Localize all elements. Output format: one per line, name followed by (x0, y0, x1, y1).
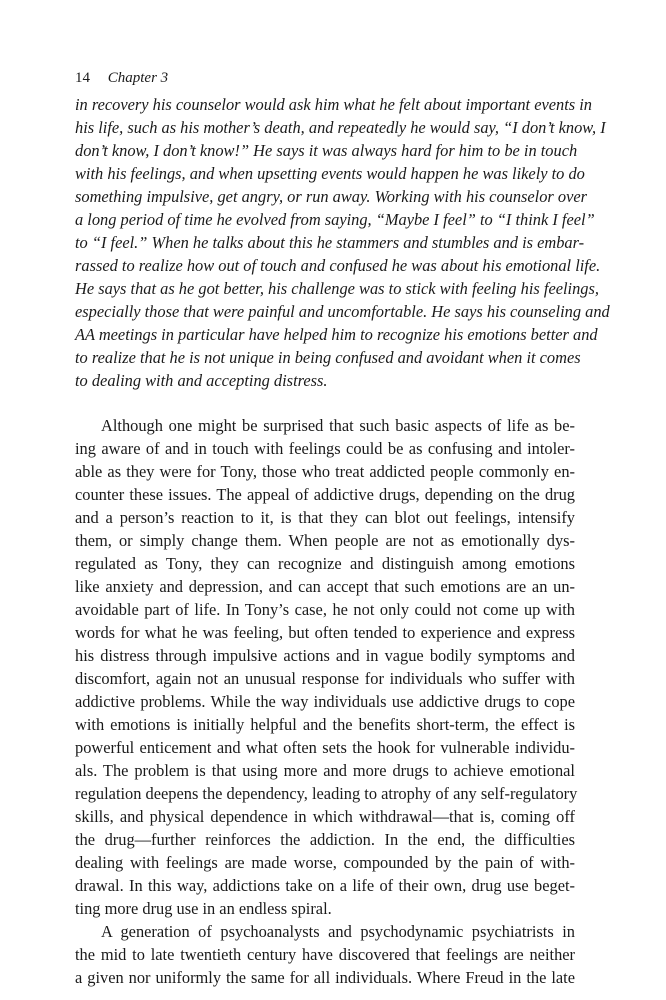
vignette-line: AA meetings in particular have helped him to recognize his emotions better and (75, 325, 598, 344)
vignette-line: with his feelings, and when upsetting events would happen he was likely to do (75, 164, 585, 183)
body-line: ting more drug use in an endless spiral. (75, 899, 332, 918)
body-line: powerful enticement and what often sets the hook for vulnerable individu- (75, 738, 575, 757)
vignette-line: He says that as he got better, his challenge was to stick with feeling his feelings, (75, 279, 599, 298)
body-line: them, or simply change them. When people are not as emotionally dys- (75, 531, 575, 550)
body-line: drawal. In this way, addictions take on a life of their own, drug use beget- (75, 876, 575, 895)
body-line: able as they were for Tony, those who treat addicted people commonly en- (75, 462, 575, 481)
vignette-line: rassed to realize how out of touch and confused he was about his emotional life. (75, 256, 601, 275)
body-line: words for what he was feeling, but often tended to experience and express (75, 623, 575, 642)
vignette-line: to “I feel.” When he talks about this he stammers and stumbles and is embar- (75, 233, 585, 252)
body-line: the drug—further reinforces the addiction. In the end, the difficulties (75, 830, 575, 849)
vignette-line: to dealing with and accepting distress. (75, 371, 328, 390)
body-line: the mid to late twentieth century have discovered that feelings are neither (75, 945, 575, 964)
chapter-title: Chapter 3 (107, 70, 169, 86)
body-line: Although one might be surprised that such basic aspects of life as be- (101, 416, 575, 435)
body-line: his distress through impulsive actions and in vague bodily symptoms and (75, 646, 575, 665)
body-line: a given nor uniformly the same for all individuals. Where Freud in the late (75, 968, 575, 987)
page-number: 14 (75, 70, 90, 86)
vignette-line: don’t know, I don’t know!” He says it was always hard for him to be in touch (75, 141, 578, 160)
body-line: like anxiety and depression, and can accept that such emotions are an un- (75, 577, 575, 596)
body-line: ing aware of and in touch with feelings could be as confusing and intoler- (75, 439, 575, 458)
vignette-line: his life, such as his mother’s death, and repeatedly he would say, “I don’t know, I (75, 118, 606, 137)
body-line: and a person’s reaction to it, is that they can blot out feelings, intensify (75, 508, 575, 527)
vignette-line: especially those that were painful and uncomfortable. He says his counseling and (75, 302, 610, 321)
body-line: regulation deepens the dependency, leading to atrophy of any self-regulatory (75, 784, 578, 803)
body-line: dealing with feelings are made worse, compounded by the pain of with- (75, 853, 575, 872)
vignette-line: in recovery his counselor would ask him what he felt about important events in (75, 95, 592, 114)
vignette-line: to realize that he is not unique in being confused and avoidant when it comes (75, 348, 581, 367)
body-line: skills, and physical dependence in which withdrawal—that is, coming off (75, 807, 575, 826)
vignette-line: a long period of time he evolved from saying, “Maybe I feel” to “I think I feel” (75, 210, 595, 229)
body-line: addictive problems. While the way individuals use addictive drugs to cope (75, 692, 575, 711)
body-line: regulated as Tony, they can recognize and distinguish among emotions (75, 554, 575, 573)
vignette-line: something impulsive, get angry, or run away. Working with his counselor over (75, 187, 588, 206)
body-line: als. The problem is that using more and more drugs to achieve emotional (75, 761, 575, 780)
body-line: counter these issues. The appeal of addictive drugs, depending on the drug (75, 485, 575, 504)
body-line: avoidable part of life. In Tony’s case, he not only could not come up with (75, 600, 575, 619)
body-line: with emotions is initially helpful and the benefits short-term, the effect is (75, 715, 575, 734)
body-line: discomfort, again not an unusual response for individuals who suffer with (75, 669, 575, 688)
body-line: A generation of psychoanalysts and psychodynamic psychiatrists in (101, 922, 575, 941)
running-head (75, 69, 168, 87)
